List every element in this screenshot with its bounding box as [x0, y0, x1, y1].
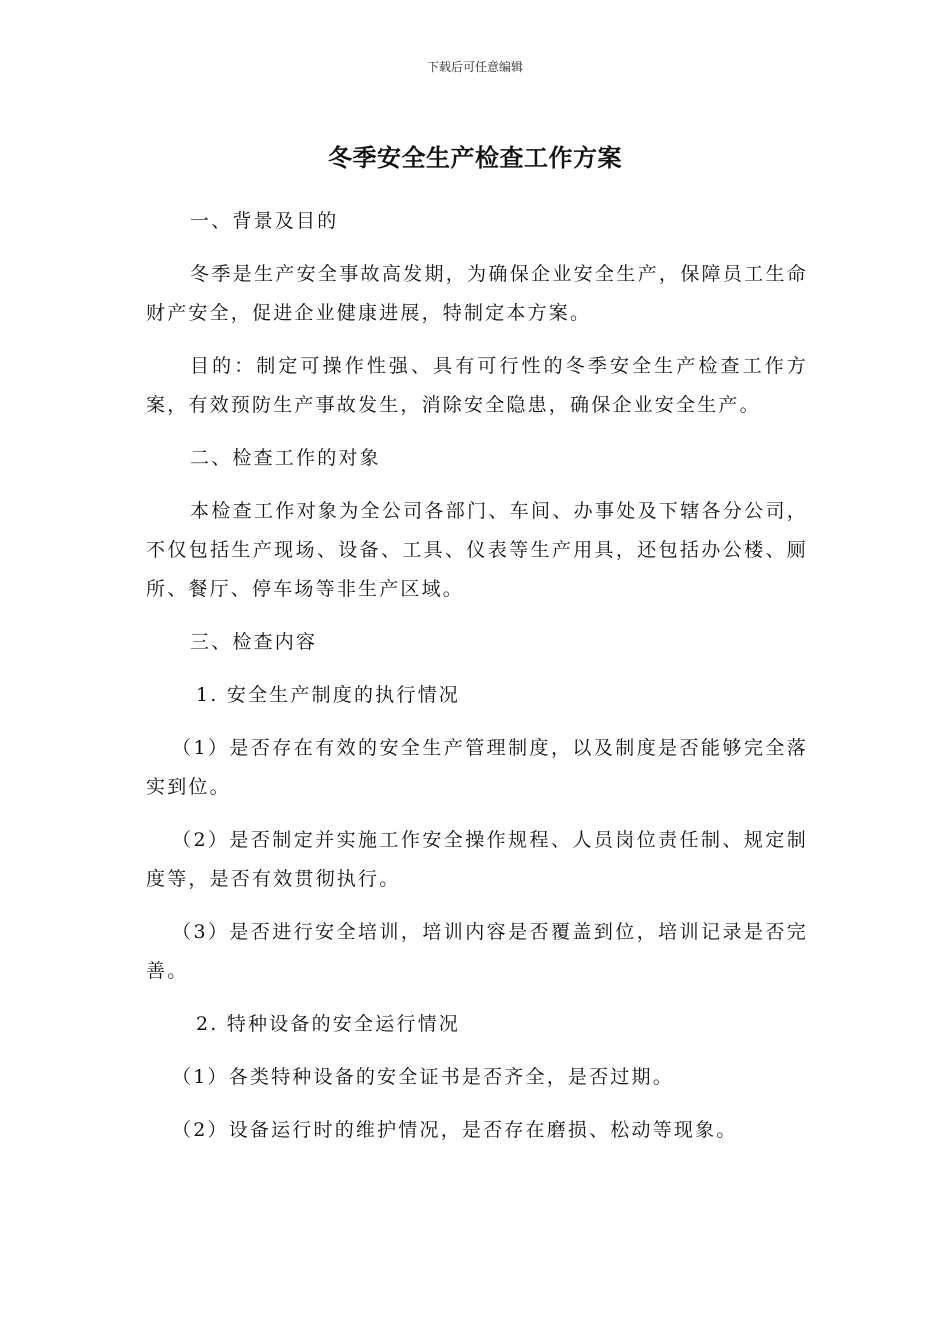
- document-body: [146, 202, 808, 1164]
- document-title: 冬季安全生产检查工作方案: [328, 144, 622, 172]
- section-3-sub-1-item-2: （2）是否制定并实施工作安全操作规程、人员岗位责任制、规定制度等，是否有效贯彻执行。: [146, 829, 808, 890]
- section-3-sub-1-item-1: （1）是否存在有效的安全生产管理制度，以及制度是否能够完全落实到位。: [146, 737, 808, 798]
- header-note: 下载后可任意编辑: [426, 60, 523, 74]
- section-1-paragraph-1: 冬季是生产安全事故高发期，为确保企业安全生产，保障员工生命财产安全，促进企业健康进展，特制定本方案。: [146, 263, 808, 324]
- section-2-paragraph-1: 本检查工作对象为全公司各部门、车间、办事处及下辖各分公司，不仅包括生产现场、设备、工具、仪表等生产用具，还包括办公楼、厕所、餐厅、停车场等非生产区域。: [146, 500, 808, 600]
- section-3-subheading-2: 2. 特种设备的安全运行情况: [196, 1013, 460, 1035]
- section-1-heading: 一、背景及目的: [190, 210, 339, 232]
- section-2-heading: 二、检查工作的对象: [190, 447, 381, 469]
- section-3-subheading-1: 1. 安全生产制度的执行情况: [196, 684, 460, 706]
- section-1-paragraph-2: 目的：制定可操作性强、具有可行性的冬季安全生产检查工作方案，有效预防生产事故发生，消除安全隐患，确保企业安全生产。: [146, 355, 808, 416]
- section-3-sub-2-item-1: （1）各类特种设备的安全证书是否齐全，是否过期。: [172, 1066, 674, 1088]
- section-3-sub-1-item-3: （3）是否进行安全培训，培训内容是否覆盖到位，培训记录是否完善。: [146, 921, 808, 982]
- section-3-sub-2-item-2: （2）设备运行时的维护情况，是否存在磨损、松动等现象。: [172, 1119, 738, 1141]
- section-3-heading: 三、检查内容: [190, 631, 318, 653]
